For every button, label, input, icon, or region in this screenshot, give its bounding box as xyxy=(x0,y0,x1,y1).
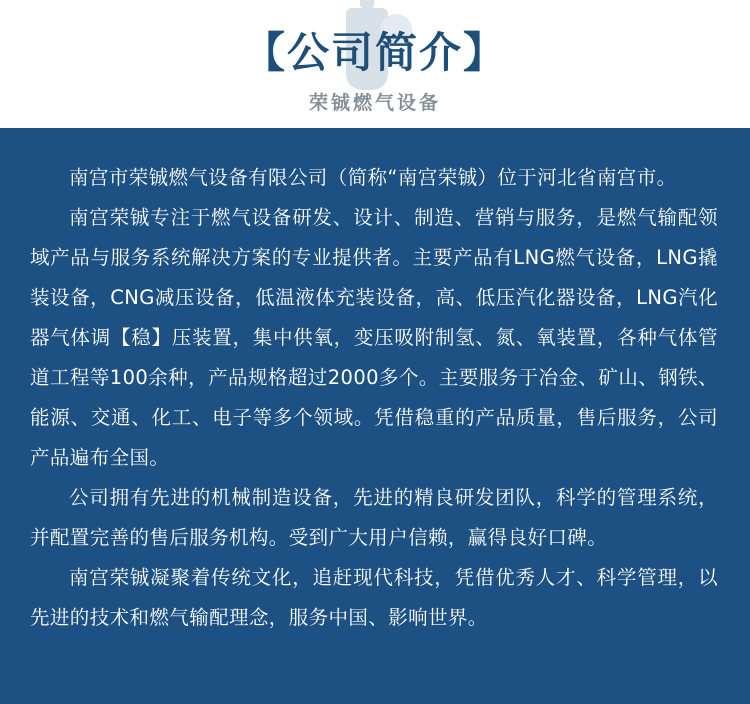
paragraph-4: 南宫荣铖凝聚着传统文化，追赶现代科技，凭借优秀人才、科学管理，以先进的技术和燃气输配理念，服务中国、影响世界。 xyxy=(30,566,718,629)
brand-subtitle: 荣铖燃气设备 xyxy=(308,92,441,114)
page-title: 【公司简介】 xyxy=(242,28,507,77)
paragraph-1: 南宫市荣铖燃气设备有限公司（简称“南宫荣铖）位于河北省南宫市。 xyxy=(69,166,677,189)
profile-text-block xyxy=(30,158,718,638)
paragraph-2: 南宫荣铖专注于燃气设备研发、设计、制造、营销与服务，是燃气输配领域产品与服务系统解决方案的专业提供者。主要产品有LNG燃气设备，LNG撬装设备，CNG减压设备，低温液体充装设备，高、低压汽化器设备，LNG汽化器气体调【稳】压装置，集中供氧，变压吸附制氢、氮、氧装置，各种气体管道工程等100余种，产品规格超过2000多个。主要服务于冶金、矿山、钢铁、能源、交通、化工、电子等多个领域。凭借稳重的产品质量，售后服务，公司产品遍布全国。 xyxy=(30,206,718,469)
page-header xyxy=(0,0,750,128)
profile-panel xyxy=(0,128,750,704)
paragraph-3: 公司拥有先进的机械制造设备，先进的精良研发团队，科学的管理系统，并配置完善的售后服务机构。受到广大用户信赖，赢得良好口碑。 xyxy=(30,486,718,549)
